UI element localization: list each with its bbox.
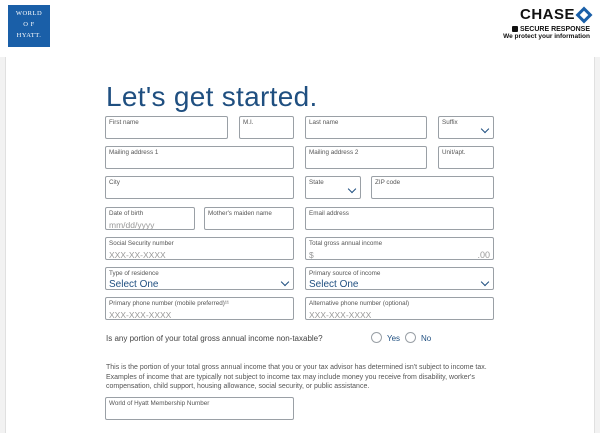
lock-icon [512, 26, 518, 32]
mothers-maiden-name-field[interactable] [204, 207, 294, 230]
primary-phone-label: Primary phone number (mobile preferred)¹¹ [109, 300, 230, 307]
last-name-field[interactable] [305, 116, 427, 139]
nontaxable-info-text: This is the portion of your total gross annual income that you or your tax advisor has determined isn't subject to income tax. Examples of income that are typically not subject to income tax may include money you receive from disability, worker's compensation, child support, housing allowance, social security, or public assistance. [106, 364, 487, 390]
dollar-prefix: $ [309, 250, 314, 260]
no-radio[interactable] [405, 332, 416, 343]
chevron-down-icon [481, 278, 489, 286]
date-of-birth-placeholder: mm/dd/yyyy [109, 220, 155, 230]
yes-radio-label[interactable]: Yes [387, 334, 401, 343]
chase-wordmark: CHASE [519, 6, 575, 23]
first-name-label: First name [109, 119, 139, 126]
primary-phone-field[interactable] [105, 297, 294, 320]
nontaxable-question: Is any portion of your total gross annual income non-taxable? [106, 334, 323, 343]
alternative-phone-label: Alternative phone number (optional) [309, 300, 410, 307]
suffix-select[interactable] [438, 116, 494, 139]
zip-code-field[interactable] [371, 176, 494, 199]
secure-response-label: SECURE RESPONSE [503, 25, 590, 33]
income-source-select[interactable] [305, 267, 494, 290]
membership-number-label: World of Hyatt Membership Number [109, 400, 210, 407]
income-source-value: Select One [309, 279, 359, 290]
email-field[interactable] [305, 207, 494, 230]
primary-phone-placeholder: XXX-XXX-XXXX [109, 310, 172, 320]
city-label: City [109, 179, 120, 186]
mailing-address-1-label: Mailing address 1 [109, 149, 159, 156]
chase-logo [520, 6, 590, 23]
chase-octagon-icon [576, 6, 593, 23]
cents-suffix: .00 [477, 250, 490, 260]
chase-branding [503, 6, 590, 40]
city-field[interactable] [105, 176, 294, 199]
middle-initial-label: M.I. [243, 119, 254, 126]
unit-apt-field[interactable] [438, 146, 494, 169]
suffix-label: Suffix [442, 119, 458, 126]
date-of-birth-label: Date of birth [109, 210, 144, 217]
page-header [0, 0, 600, 57]
date-of-birth-field[interactable] [105, 207, 195, 230]
zip-code-label: ZIP code [375, 179, 401, 186]
ssn-field[interactable] [105, 237, 294, 260]
membership-number-field[interactable] [105, 397, 294, 420]
no-radio-label[interactable]: No [421, 334, 432, 343]
chevron-down-icon [348, 185, 356, 193]
mothers-maiden-name-label: Mother's maiden name [208, 210, 272, 217]
last-name-label: Last name [309, 119, 339, 126]
income-source-label: Primary source of income [309, 270, 381, 277]
alternative-phone-placeholder: XXX-XXX-XXXX [309, 310, 372, 320]
world-of-hyatt-logo: WORLD O F HYATT. [8, 5, 50, 47]
mailing-address-1-field[interactable] [105, 146, 294, 169]
gross-income-field[interactable] [305, 237, 494, 260]
residence-type-select[interactable] [105, 267, 294, 290]
residence-type-label: Type of residence [109, 270, 159, 277]
email-label: Email address [309, 210, 349, 217]
residence-type-value: Select One [109, 279, 159, 290]
middle-initial-field[interactable] [239, 116, 294, 139]
gross-income-label: Total gross annual income [309, 240, 383, 247]
protect-info-label: We protect your information [503, 33, 590, 40]
mailing-address-2-label: Mailing address 2 [309, 149, 359, 156]
mailing-address-2-field[interactable] [305, 146, 427, 169]
alternative-phone-field[interactable] [305, 297, 494, 320]
yes-radio[interactable] [371, 332, 382, 343]
chevron-down-icon [281, 278, 289, 286]
state-label: State [309, 179, 324, 186]
unit-apt-label: Unit/apt. [442, 149, 466, 156]
ssn-label: Social Security number [109, 240, 174, 247]
first-name-field[interactable] [105, 116, 228, 139]
ssn-placeholder: XXX-XX-XXXX [109, 250, 166, 260]
state-select[interactable] [305, 176, 361, 199]
page-title: Let's get started. [106, 81, 318, 112]
chevron-down-icon [481, 125, 489, 133]
